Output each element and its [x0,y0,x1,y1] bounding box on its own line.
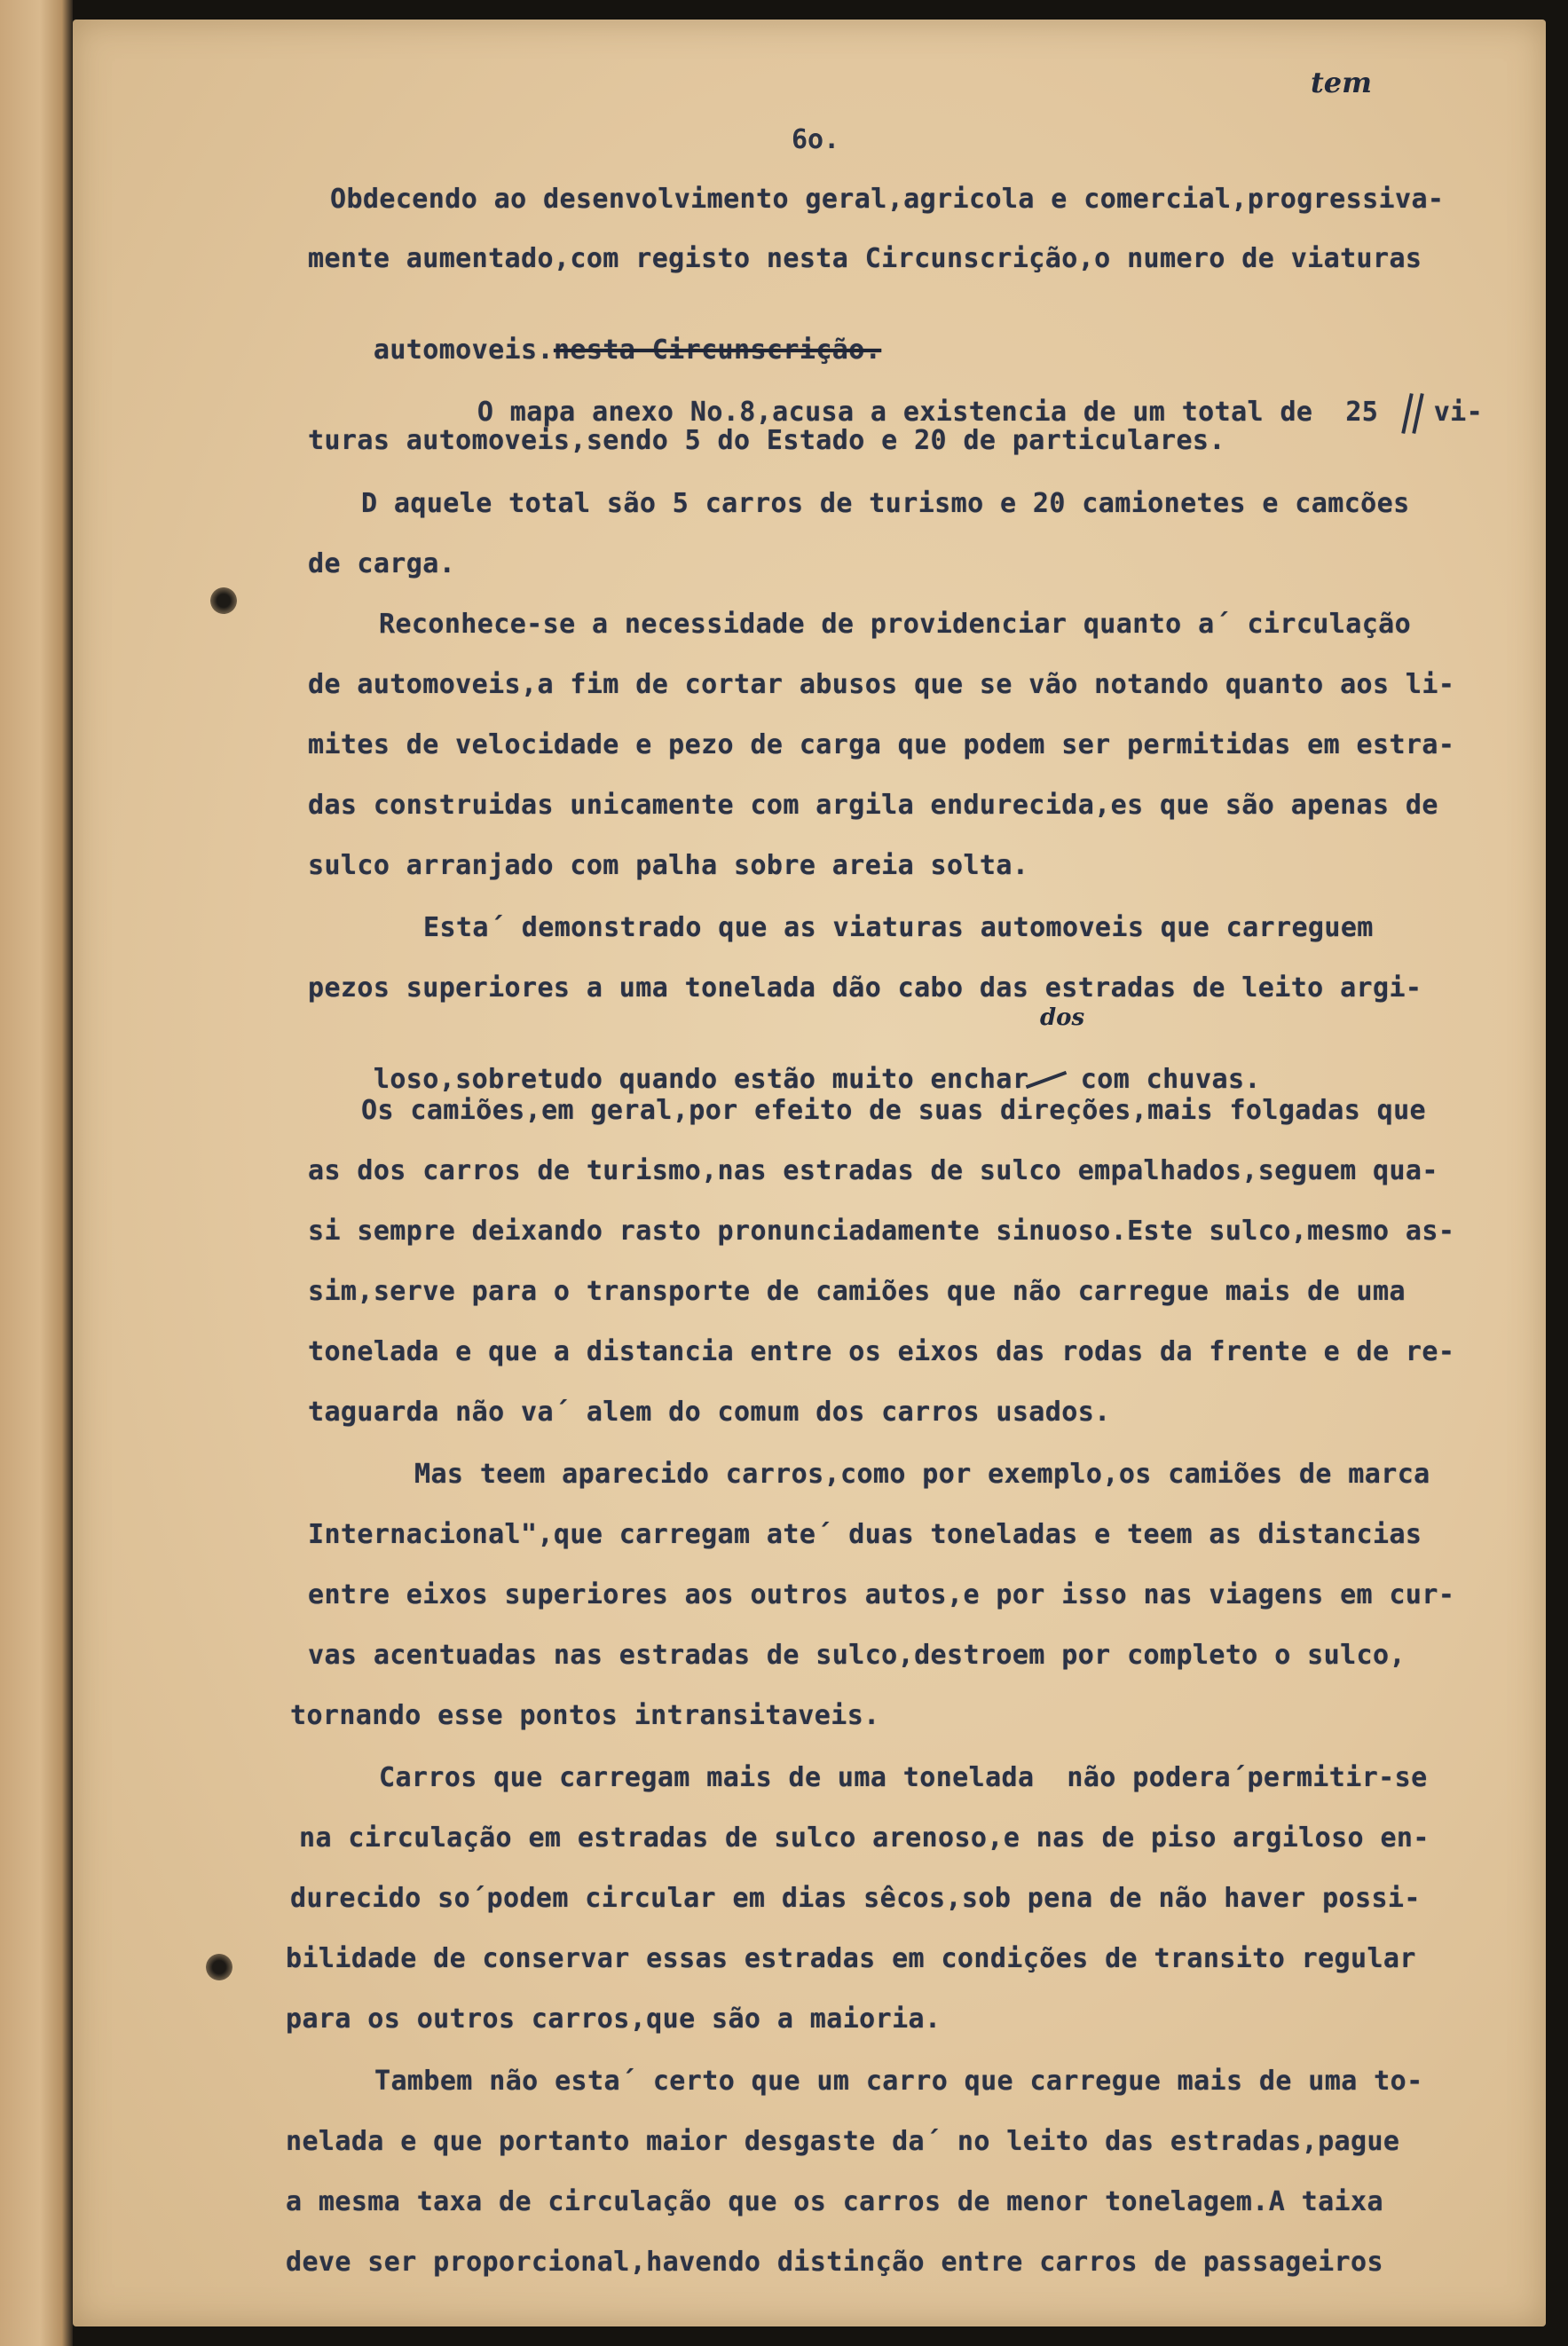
text-line: as dos carros de turismo,nas estradas de sulco empalhados,seguem qua- [308,1155,1438,1186]
struck-text: nesta Circunscrição. [553,335,882,366]
punch-hole [206,1954,232,1980]
text-segment: com chuvas. [1064,1064,1261,1095]
struck-digits-mark [1395,400,1434,427]
text-line: Os camiões,em geral,por efeito de suas direções,mais folgadas que [361,1095,1426,1126]
text-line: Obdecendo ao desenvolvimento geral,agricola e comercial,progressiva- [330,184,1445,215]
text-line: D aquele total são 5 carros de turismo e 20 camionetes e camcões [361,488,1410,519]
handwritten-tem: tem [1311,66,1372,99]
text-line: de carga. [308,548,456,579]
text-line: Mas teem aparecido carros,como por exemplo,os camiões de marca [414,1459,1430,1490]
punch-hole [210,587,237,614]
text-line: sim,serve para o transporte de camiões que não carregue mais de uma [308,1276,1406,1307]
page-number: 6o. [792,124,840,155]
text-line: bilidade de conservar essas estradas em condições de transito regular [286,1943,1416,1974]
text-line: para os outros carros,que são a maioria. [286,2004,942,2035]
struck-suffix-mark [1028,1067,1064,1094]
text-line: das construidas unicamente com argila endurecida,es que são apenas de [308,790,1438,821]
document-page [73,20,1546,2326]
text-segment: automoveis. [373,335,554,366]
text-line: Reconhece-se a necessidade de providenciar quanto a´ circulação [379,609,1412,640]
text-line: Esta´ demonstrado que as viaturas automoveis que carreguem [423,912,1374,943]
text-line: a mesma taxa de circulação que os carros de menor tonelagem.A taixa [286,2186,1383,2217]
text-line: Tambem não esta´ certo que um carro que carregue mais de uma to- [374,2066,1423,2097]
text-line: sulco arranjado com palha sobre areia solta. [308,850,1029,881]
text-line: de automoveis,a fim de cortar abusos que se vão notando quanto aos li- [308,669,1455,700]
text-line: deve ser proporcional,havendo distinção entre carros de passageiros [286,2247,1383,2278]
text-segment: vi- [1433,397,1484,428]
text-line: durecido so´podem circular em dias sêcos,sob pena de não haver possi- [290,1883,1421,1914]
text-segment: loso,sobretudo quando estão muito enchar [373,1064,1029,1095]
text-line: si sempre deixando rasto pronunciadamente sinuoso.Este sulco,mesmo as- [308,1216,1455,1247]
handwritten-dos: dos [1040,1004,1085,1031]
text-segment: O mapa anexo No.8,acusa a existencia de um total de 25 [477,397,1395,428]
text-line: tonelada e que a distancia entre os eixos das rodas da frente e de re- [308,1336,1455,1367]
text-line: entre eixos superiores aos outros autos,e por isso nas viagens em cur- [308,1579,1455,1610]
text-line: pezos superiores a uma tonelada dão cabo das estradas de leito argi- [308,972,1422,1004]
text-line: tornando esse pontos intransitaveis. [290,1700,880,1731]
text-line: taguarda não va´ alem do comum dos carros usados. [308,1397,1111,1428]
text-line: Internacional",que carregam ate´ duas toneladas e teem as distancias [308,1519,1422,1550]
text-line: vas acentuadas nas estradas de sulco,destroem por completo o sulco, [308,1640,1406,1671]
text-line: mente aumentado,com registo nesta Circunscrição,o numero de viaturas [308,243,1422,274]
text-line: mites de velocidade e pezo de carga que podem ser permitidas em estra- [308,729,1455,760]
text-line: turas automoveis,sendo 5 do Estado e 20 de particulares. [308,425,1225,456]
text-line: na circulação em estradas de sulco arenoso,e nas de piso argiloso en- [299,1822,1430,1854]
binding-strip [0,0,73,2346]
text-line: Carros que carregam mais de uma tonelada não podera´permitir-se [379,1762,1428,1793]
text-line: nelada e que portanto maior desgaste da´ no leito das estradas,pague [286,2126,1400,2157]
